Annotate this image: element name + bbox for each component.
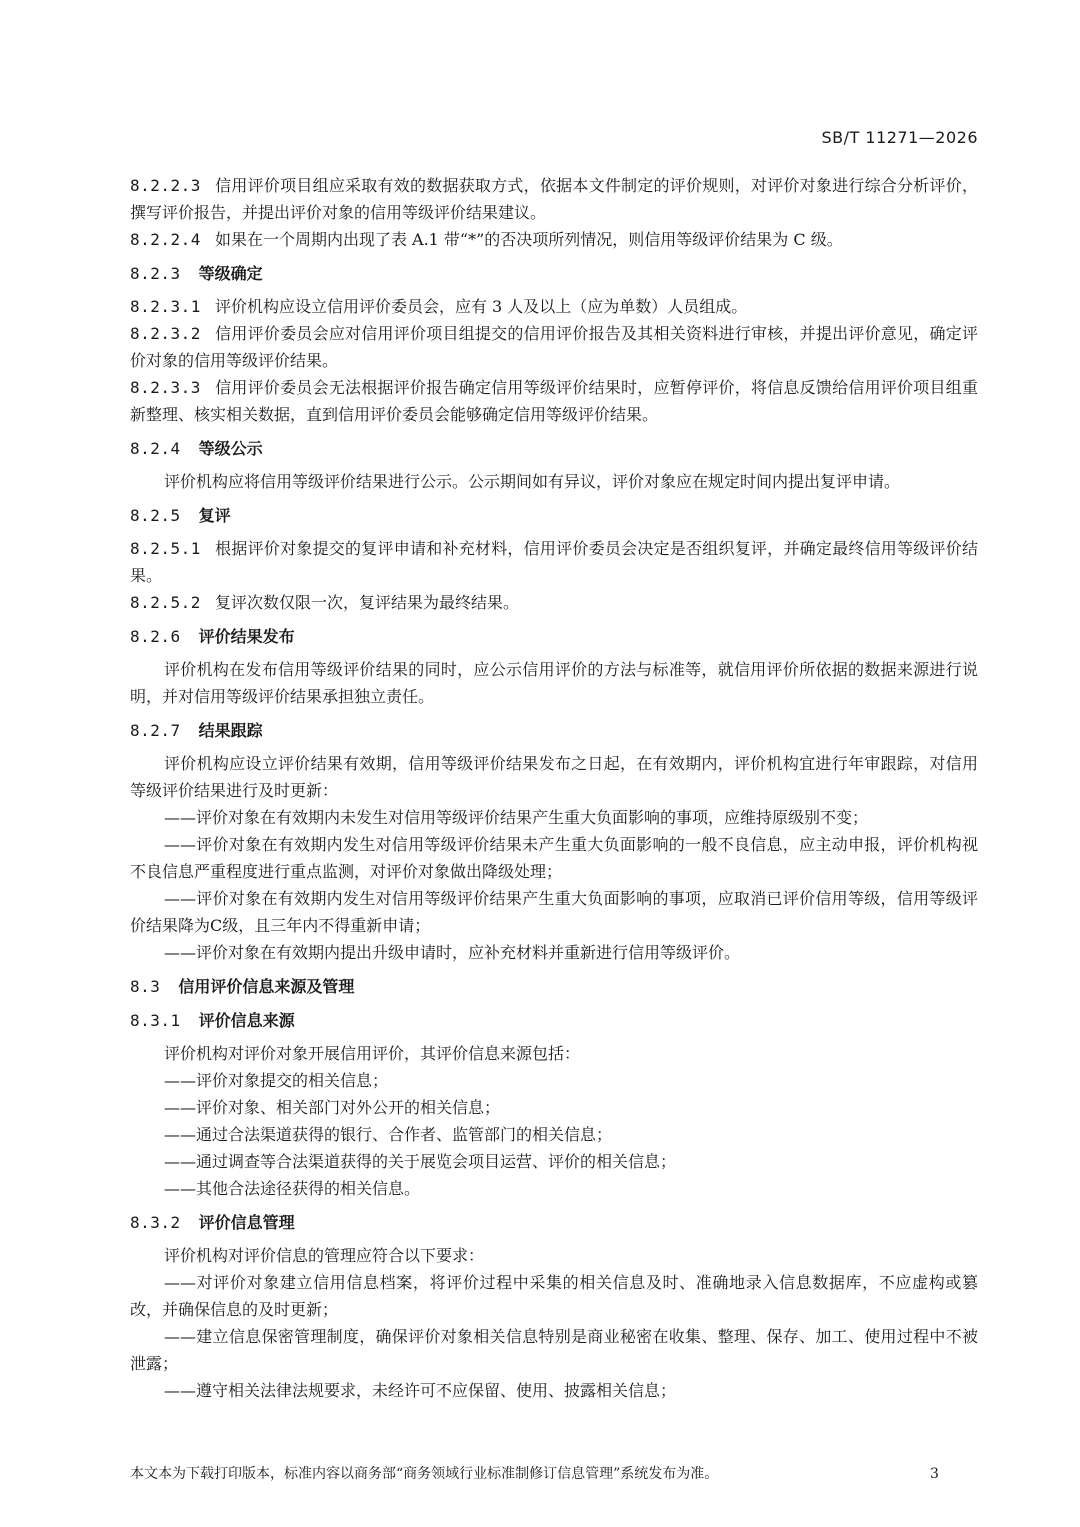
clause-number: 8.2.5.1 [130, 539, 201, 558]
section-heading [130, 435, 978, 462]
section-title: 信用评价信息来源及管理 [178, 977, 355, 996]
clause-number: 8.2.3.3 [130, 378, 201, 397]
body-paragraph: ——评价对象提交的相关信息； [164, 1071, 389, 1090]
body-paragraph: ——评价对象、相关部门对外公开的相关信息； [164, 1098, 501, 1117]
body-paragraph: 评价机构对评价信息的管理应符合以下要求： [164, 1246, 485, 1265]
section-number: 8.3.2 [130, 1213, 181, 1232]
section-number: 8.2.4 [130, 439, 181, 458]
clause-text: 根据评价对象提交的复评申请和补充材料，信用评价委员会决定是否组织复评，并确定最终信用等级评价结果。 [130, 539, 978, 585]
clause-number: 8.2.2.3 [130, 176, 201, 195]
clause-paragraph [130, 172, 978, 226]
section-title: 结果跟踪 [198, 721, 263, 740]
section-number: 8.2.5 [130, 506, 181, 525]
section-heading [130, 717, 978, 744]
section-title: 复评 [198, 506, 231, 525]
clause-number: 8.2.3.1 [130, 297, 201, 316]
body-paragraph: ——通过调查等合法渠道获得的关于展览会项目运营、评价的相关信息； [164, 1152, 677, 1171]
body-paragraph: 评价机构在发布信用等级评价结果的同时，应公示信用评价的方法与标准等，就信用评价所依据的数据来源进行说明，并对信用等级评价结果承担独立责任。 [130, 660, 978, 706]
clause-number: 8.2.5.2 [130, 593, 201, 612]
clause-text: 如果在一个周期内出现了表 A.1 带“*”的否决项所列情况，则信用等级评价结果为 C 级。 [214, 230, 843, 249]
section-heading [130, 623, 978, 650]
section-number: 8.2.6 [130, 627, 181, 646]
body-paragraph: ——遵守相关法律法规要求，未经许可不应保留、使用、披露相关信息； [164, 1381, 677, 1400]
section-title: 等级确定 [198, 264, 263, 283]
clause-paragraph [130, 535, 978, 589]
section-heading [130, 973, 978, 1000]
document-body [130, 172, 978, 1404]
footer-note: 本文本为下载打印版本，标准内容以商务部“商务领域行业标准制修订信息管理”系统发布为准。 [130, 1466, 719, 1482]
clause-paragraph [130, 374, 978, 428]
section-title: 评价结果发布 [198, 627, 295, 646]
body-paragraph: 评价机构对评价对象开展信用评价，其评价信息来源包括： [164, 1044, 581, 1063]
body-paragraph: ——通过合法渠道获得的银行、合作者、监管部门的相关信息； [164, 1125, 613, 1144]
body-paragraph: ——评价对象在有效期内未发生对信用等级评价结果产生重大负面影响的事项，应维持原级别不变； [164, 808, 869, 827]
section-heading [130, 1209, 978, 1236]
section-number: 8.3 [130, 977, 161, 996]
clause-paragraph [130, 589, 978, 616]
body-paragraph: ——评价对象在有效期内发生对信用等级评价结果产生重大负面影响的事项，应取消已评价信用等级，信用等级评价结果降为C级，且三年内不得重新申请； [130, 889, 978, 935]
section-heading [130, 502, 978, 529]
section-number: 8.2.3 [130, 264, 181, 283]
section-title: 评价信息管理 [198, 1213, 295, 1232]
section-heading [130, 1007, 978, 1034]
body-paragraph: ——对评价对象建立信用信息档案，将评价过程中采集的相关信息及时、准确地录入信息数据库，不应虚构或篡改，并确保信息的及时更新； [130, 1273, 978, 1319]
clause-text: 信用评价委员会应对信用评价项目组提交的信用评价报告及其相关资料进行审核，并提出评价意见，确定评价对象的信用等级评价结果。 [130, 324, 978, 370]
section-title: 评价信息来源 [198, 1011, 295, 1030]
section-heading [130, 260, 978, 287]
clause-number: 8.2.3.2 [130, 324, 201, 343]
body-paragraph: 评价机构应将信用等级评价结果进行公示。公示期间如有异议，评价对象应在规定时间内提出复评申请。 [164, 472, 901, 491]
section-number: 8.3.1 [130, 1011, 181, 1030]
page-number: 3 [930, 1466, 939, 1482]
section-number: 8.2.7 [130, 721, 181, 740]
clause-paragraph [130, 293, 978, 320]
body-paragraph: 评价机构应设立评价结果有效期，信用等级评价结果发布之日起，在有效期内，评价机构宜进行年审跟踪，对信用等级评价结果进行及时更新： [130, 754, 978, 800]
body-paragraph: ——评价对象在有效期内提出升级申请时，应补充材料并重新进行信用等级评价。 [164, 943, 741, 962]
clause-paragraph [130, 226, 978, 253]
clause-paragraph [130, 320, 978, 374]
clause-text: 信用评价委员会无法根据评价报告确定信用等级评价结果时，应暂停评价，将信息反馈给信用评价项目组重新整理、核实相关数据，直到信用评价委员会能够确定信用等级评价结果。 [130, 378, 978, 424]
clause-number: 8.2.2.4 [130, 230, 201, 249]
section-title: 等级公示 [198, 439, 263, 458]
clause-text: 评价机构应设立信用评价委员会，应有 3 人及以上（应为单数）人员组成。 [214, 297, 748, 316]
clause-text: 信用评价项目组应采取有效的数据获取方式，依据本文件制定的评价规则，对评价对象进行综合分析评价，撰写评价报告，并提出评价对象的信用等级评价结果建议。 [130, 176, 978, 222]
standard-code: SB/T 11271—2026 [821, 128, 978, 147]
clause-text: 复评次数仅限一次，复评结果为最终结果。 [214, 593, 519, 612]
body-paragraph: ——建立信息保密管理制度，确保评价对象相关信息特别是商业秘密在收集、整理、保存、加工、使用过程中不被泄露； [130, 1327, 978, 1373]
body-paragraph: ——评价对象在有效期内发生对信用等级评价结果未产生重大负面影响的一般不良信息，应主动申报，评价机构视不良信息严重程度进行重点监测，对评价对象做出降级处理； [130, 835, 978, 881]
body-paragraph: ——其他合法途径获得的相关信息。 [164, 1179, 421, 1198]
